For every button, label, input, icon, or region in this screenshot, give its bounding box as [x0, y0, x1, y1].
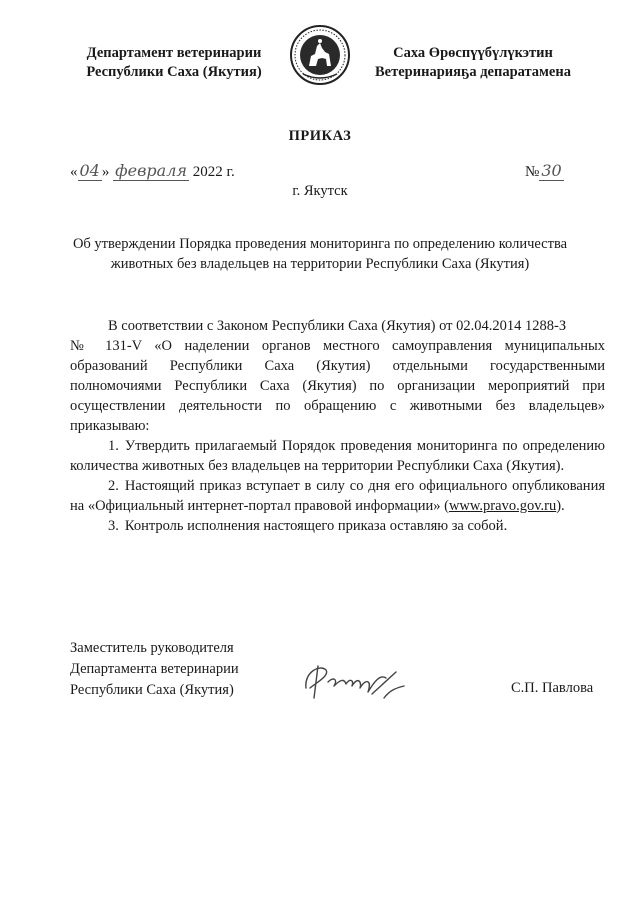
signatory-name: С.П. Павлова	[511, 680, 594, 696]
order-item-2	[70, 476, 605, 516]
department-name-line-1: Департамент ветеринарии	[86, 45, 262, 61]
item-text: Настоящий приказ вступает в силу со дня его официального опубликования на «Официальный интернет-портал правовой информации» (	[70, 478, 605, 514]
handwritten-signature-icon	[300, 658, 410, 706]
signatory-position	[70, 638, 239, 701]
department-name-yakut	[368, 44, 578, 82]
date-open-quote: «	[70, 164, 78, 180]
city: г. Якутск	[292, 183, 348, 199]
order-date	[70, 161, 235, 181]
preamble-first-line: В соответствии с Законом Республики Саха (Якутия) от 02.04.2014 1288-З	[108, 318, 567, 334]
item-number: 3.	[108, 518, 119, 534]
order-item-1	[70, 436, 605, 476]
position-line-2: Департамента ветеринарии	[70, 661, 239, 677]
item-tail: ).	[556, 498, 565, 514]
pravo-link[interactable]: www.pravo.gov.ru	[448, 498, 557, 514]
item-text: Утвердить прилагаемый Порядок проведения мониторинга по определению количества животных без владельцев на территории Республики Саха (Якутия).	[70, 438, 605, 474]
number-prefix: №	[525, 164, 540, 180]
position-line-1: Заместитель руководителя	[70, 640, 234, 656]
order-number	[525, 161, 564, 181]
date-year: 2022 г.	[192, 164, 235, 180]
department-name-russian	[74, 44, 274, 82]
department-name-line-2: Республики Саха (Якутия)	[86, 64, 262, 80]
subject-line-1: Об утверждении Порядка проведения мониторинга по определению количества	[72, 236, 568, 252]
order-item-3	[70, 516, 605, 536]
sakha-republic-emblem-icon	[289, 24, 351, 86]
item-number: 1.	[108, 438, 119, 454]
position-line-3: Республики Саха (Якутия)	[70, 682, 234, 698]
number-value: 30	[541, 161, 562, 180]
department-name-yakut-line-2: Ветеринарияҕа депаратамена	[375, 64, 571, 80]
order-body	[70, 316, 605, 536]
department-name-yakut-line-1: Саха Өрөспүүбүлүкэтин	[393, 45, 553, 61]
date-close-quote: »	[101, 164, 110, 180]
preamble-text: № 131-V «О наделении органов местного самоуправления муниципальных образований Республики Саха (Якутия) отдельными государственными полномочиями Республики Саха (Якутия) по организации мероприятий при осуществлении деятельности по обращению с животными без владельцев» приказываю:	[70, 338, 605, 434]
subject-line-2: животных без владельцев на территории Республики Саха (Якутия)	[110, 256, 530, 272]
item-number: 2.	[108, 478, 119, 494]
item-text: Контроль исполнения настоящего приказа оставляю за собой.	[124, 518, 508, 534]
document-title: ПРИКАЗ	[288, 128, 352, 144]
order-subject	[70, 234, 570, 274]
date-day: 04	[79, 161, 100, 180]
date-month: февраля	[115, 161, 187, 180]
